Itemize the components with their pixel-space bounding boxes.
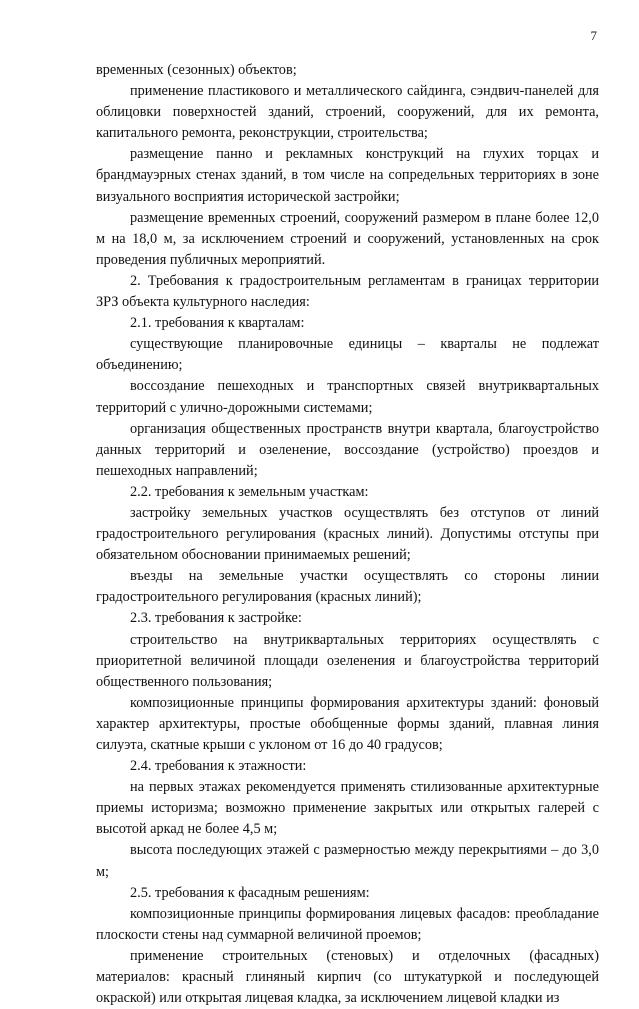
- paragraph: застройку земельных участков осуществлять без отступов от линий градостроительного регулирования (красных линий). Допустимы отступы при обязательном обосновании принимаемых решений;: [96, 504, 599, 564]
- subsection-heading: 2.2. требования к земельным участкам:: [130, 483, 369, 500]
- subsection-heading: 2.5. требования к фасадным решениям:: [130, 884, 370, 901]
- paragraph: применение пластикового и металлического сайдинга, сэндвич-панелей для облицовки поверхностей зданий, строений, сооружений, для их ремонта, капитального ремонта, реконструкции, строительства;: [96, 83, 599, 142]
- subsection-heading: 2.1. требования к кварталам:: [130, 315, 305, 332]
- paragraph: высота последующих этажей с размерностью между перекрытиями – до 3,0 м;: [96, 842, 599, 880]
- paragraph: строительство на внутриквартальных территориях осуществлять с приоритетной величиной площади озеленения и благоустройства территорий общественного пользования;: [96, 631, 599, 690]
- paragraph: композиционные принципы формирования лицевых фасадов: преобладание плоскости стены над суммарной величиной проемов;: [96, 905, 599, 943]
- paragraph: воссоздание пешеходных и транспортных связей внутриквартальных территорий с улично-дорожными системами;: [96, 378, 599, 416]
- paragraph: существующие планировочные единицы – кварталы не подлежат объединению;: [96, 336, 599, 374]
- paragraph: въезды на земельные участки осуществлять со стороны линии градостроительного регулирования (красных линий);: [96, 568, 599, 606]
- paragraph: композиционные принципы формирования архитектуры зданий: фоновый характер архитектуры, простые обобщенные формы зданий, плавная линия силуэта, скатные крыши с уклоном от 16 до 40 градусов;: [96, 694, 599, 753]
- subsection-heading: 2.3. требования к застройке:: [130, 610, 302, 627]
- paragraph: размещение панно и рекламных конструкций на глухих торцах и брандмауэрных стенах зданий, в том числе на сопредельных территориях в зоне визуального восприятия исторической застройки;: [96, 146, 599, 205]
- page-number: 7: [590, 28, 597, 43]
- paragraph: организация общественных пространств внутри квартала, благоустройство данных территорий и озеленение, воссоздание (устройство) проездов и пешеходных направлений;: [96, 420, 599, 479]
- paragraph: размещение временных строений, сооружений размером в плане более 12,0 м на 18,0 м, за исключением строений и сооружений, установленных на срок проведения публичных мероприятий.: [96, 209, 599, 268]
- document-body: [96, 60, 599, 1009]
- section-heading: 2. Требования к градостроительным регламентам в границах территории ЗРЗ объекта культурного наследия:: [96, 272, 599, 311]
- subsection-heading: 2.4. требования к этажности:: [130, 758, 307, 775]
- paragraph: на первых этажах рекомендуется применять стилизованные архитектурные приемы историзма; возможно применение закрытых или открытых галерей с высотой аркад не более 4,5 м;: [96, 779, 599, 838]
- paragraph: применение строительных (стеновых) и отделочных (фасадных) материалов: красный глиняный кирпич (со штукатуркой и последующей окраской) или открытая лицевая кладка, за исключением лицевой кладки из: [96, 947, 599, 1007]
- paragraph: временных (сезонных) объектов;: [96, 62, 297, 78]
